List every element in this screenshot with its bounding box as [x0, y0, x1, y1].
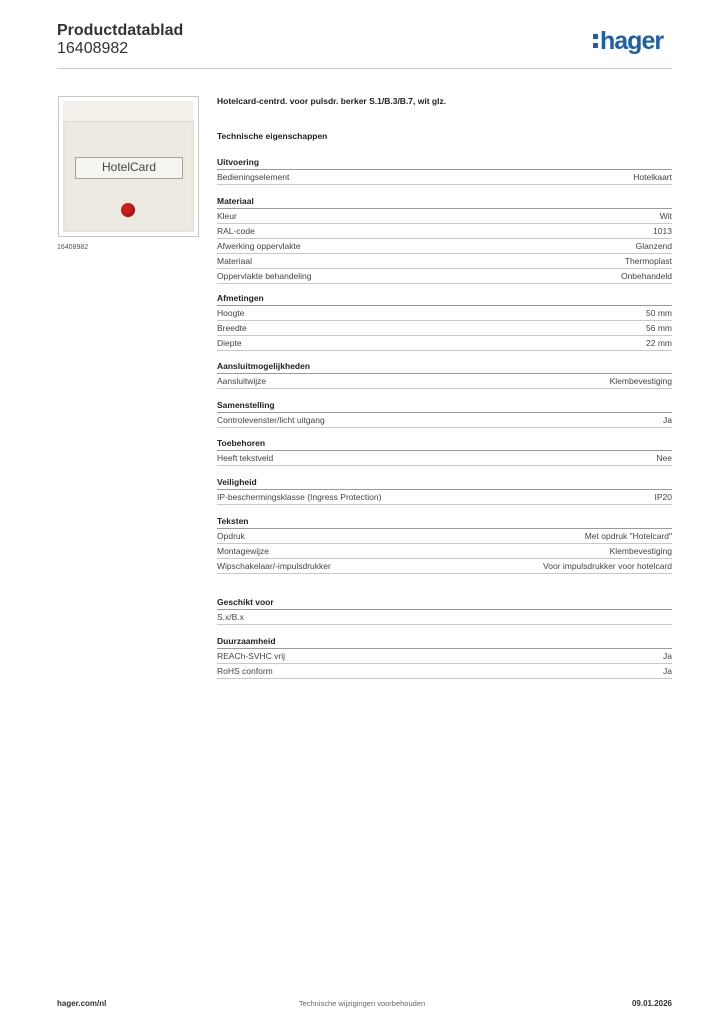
property-row [217, 451, 672, 466]
property-value: Wit [659, 211, 672, 221]
property-row [217, 544, 672, 559]
property-label: Aansluitwijze [217, 376, 267, 386]
section-6 [217, 475, 672, 505]
property-value: Hotelkaart [633, 172, 672, 182]
section-7 [217, 514, 672, 574]
property-row [217, 254, 672, 269]
property-row [217, 209, 672, 224]
section-heading: Veiligheid [217, 475, 672, 490]
footer-note: Technische wijzigingen voorbehouden [298, 999, 426, 1008]
property-row [217, 490, 672, 505]
property-label: Wipschakelaar/-impulsdrukker [217, 561, 331, 571]
property-label: REACh-SVHC vrij [217, 651, 286, 661]
section-heading: Materiaal [217, 194, 672, 209]
property-label: Diepte [217, 338, 242, 348]
property-label: Oppervlakte behandeling [217, 271, 312, 281]
section-heading: Geschikt voor [217, 595, 672, 610]
red-led-icon [121, 203, 135, 217]
property-label: S.x/B.x [217, 612, 244, 622]
document-title: Productdatablad [57, 22, 184, 39]
section-1 [217, 194, 672, 284]
property-row [217, 306, 672, 321]
property-value: 1013 [653, 226, 672, 236]
property-row [217, 413, 672, 428]
property-row [217, 649, 672, 664]
property-row [217, 224, 672, 239]
plate-top-edge [63, 101, 194, 122]
property-label: Kleur [217, 211, 237, 221]
hotelcard-label: HotelCard [101, 160, 157, 174]
section-heading: Aansluitmogelijkheden [217, 359, 672, 374]
section-9 [217, 634, 672, 679]
property-value: Met opdruk "Hotelcard" [584, 531, 672, 541]
property-value: 50 mm [646, 308, 672, 318]
property-value: 56 mm [646, 323, 672, 333]
property-value: Voor impulsdrukker voor hotelcard [543, 561, 672, 571]
property-row [217, 529, 672, 544]
footer-date: 09.01.2026 [631, 999, 672, 1008]
logo-dots-icon [593, 34, 598, 48]
section-4 [217, 398, 672, 428]
section-5 [217, 436, 672, 466]
property-value: Ja [663, 651, 672, 661]
property-value: Glanzend [635, 241, 672, 251]
property-label: Opdruk [217, 531, 245, 541]
section-2 [217, 291, 672, 351]
logo-text: hager [600, 27, 664, 55]
property-label: IP-beschermingsklasse (Ingress Protection) [217, 492, 382, 502]
product-plate [63, 101, 194, 232]
property-label: Bedieningselement [217, 172, 290, 182]
property-row [217, 170, 672, 185]
property-value: Klembevestiging [609, 376, 672, 386]
section-heading: Duurzaamheid [217, 634, 672, 649]
section-heading: Uitvoering [217, 155, 672, 170]
property-label: Breedte [217, 323, 247, 333]
property-row [217, 374, 672, 389]
property-label: Montagewijze [217, 546, 269, 556]
property-row [217, 321, 672, 336]
property-value: Onbehandeld [620, 271, 672, 281]
property-label: Heeft tekstveld [217, 453, 274, 463]
property-value: IP20 [654, 492, 672, 502]
technical-properties-heading: Technische eigenschappen [217, 131, 328, 141]
section-heading: Afmetingen [217, 291, 672, 306]
hager-logo[interactable] [593, 27, 663, 55]
property-label: Materiaal [217, 256, 252, 266]
property-value: Thermoplast [624, 256, 672, 266]
property-value: Klembevestiging [609, 546, 672, 556]
property-row [217, 239, 672, 254]
property-row [217, 559, 672, 574]
image-caption: 16408982 [57, 244, 89, 251]
property-row [217, 610, 672, 625]
property-label: Hoogte [217, 308, 245, 318]
property-row [217, 664, 672, 679]
property-label: Controlevenster/licht uitgang [217, 415, 325, 425]
section-heading: Teksten [217, 514, 672, 529]
product-title: Hotelcard-centrd. voor pulsdr. berker S.1/B.3/B.7, wit glz. [217, 96, 447, 106]
property-value: Ja [663, 666, 672, 676]
property-value: 22 mm [646, 338, 672, 348]
property-row [217, 269, 672, 284]
section-heading: Toebehoren [217, 436, 672, 451]
section-3 [217, 359, 672, 389]
hotelcard-slot [75, 157, 183, 179]
property-value: Nee [656, 453, 672, 463]
property-row [217, 336, 672, 351]
property-value: Ja [663, 415, 672, 425]
property-label: RoHS conform [217, 666, 273, 676]
product-image [58, 96, 199, 237]
document-number: 16408982 [57, 40, 129, 57]
section-heading: Samenstelling [217, 398, 672, 413]
property-label: RAL-code [217, 226, 255, 236]
section-0 [217, 155, 672, 185]
footer-website[interactable]: hager.com/nl [57, 999, 107, 1008]
section-8 [217, 595, 672, 625]
header-divider [57, 68, 672, 69]
property-label: Afwerking oppervlakte [217, 241, 301, 251]
